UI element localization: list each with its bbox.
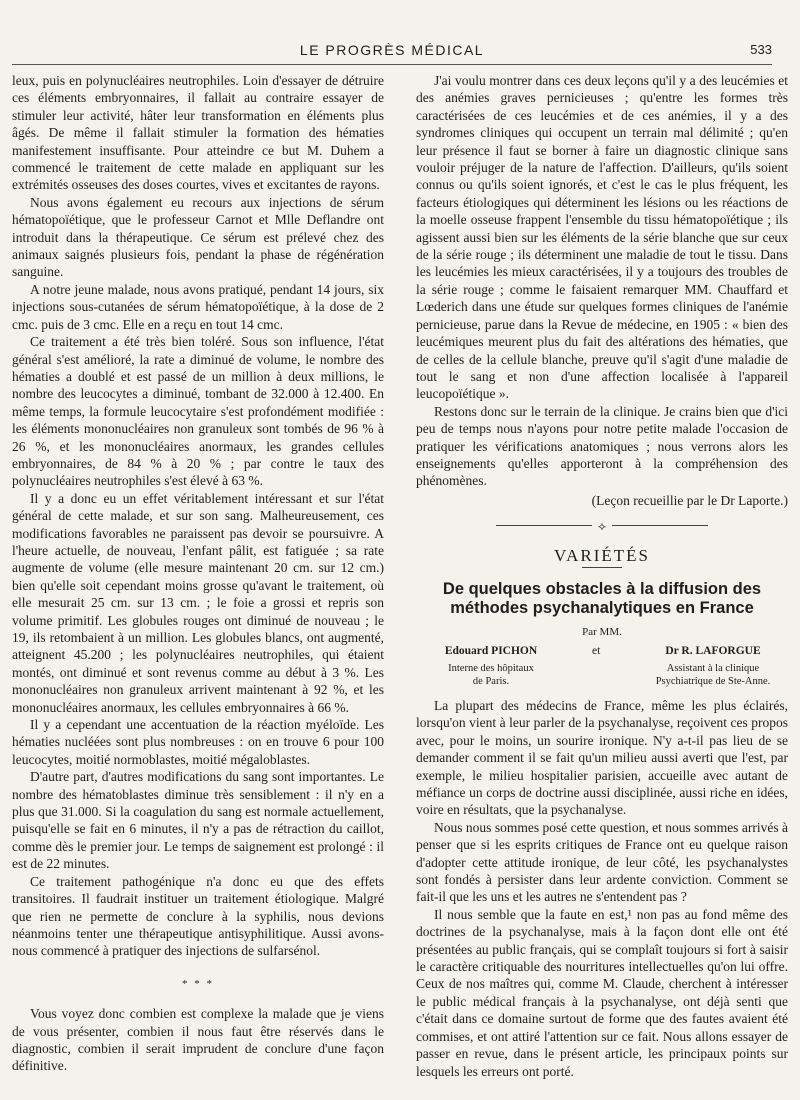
- page-number: 533: [750, 42, 772, 57]
- section-divider: [416, 513, 788, 539]
- paragraph: Vous voyez donc combien est complexe la malade que je viens de vous présenter, combien il nous faut être réservés dans le diagnostic, combien il serait imprudent de conclure d'une façon définitive.: [12, 1006, 384, 1074]
- paragraph: La plupart des médecins de France, même les plus éclairés, lorsqu'on vient à leur parler de la psychanalyse, reçoivent ces propos avec, pour le moins, un sourire ironique. N'y a-t-il pas lieu de se demander comment il se fait qu'un milieu aussi averti que l'est, par exemple, le milieu hospitalier parisien, accueille avec autant de méfiance un corps de doctrine aussi disciplinée, aussi riche en idées, voire en résultats, que la psychanalyse.: [416, 697, 788, 818]
- conjunction: et: [592, 644, 601, 657]
- byline-intro: Par MM.: [582, 625, 622, 638]
- left-column: [12, 72, 384, 1075]
- journal-title: LE PROGRÈS MÉDICAL: [299, 42, 485, 58]
- paragraph: Nous nous sommes posé cette question, et nous sommes arrivés à penser que si les esprits critiques de France ont eu quelque raison d'adopter cette attitude ironique, de leur côté, les psychanalystes sont fondés à persister dans leur ardente conviction. Comment se fait-il que les uns et les autres ne s'entendent pas ?: [416, 819, 788, 905]
- ornament-icon: ⟡: [592, 518, 612, 535]
- section-heading: VARIÉTÉS: [554, 546, 650, 566]
- asterism: * * *: [182, 977, 214, 990]
- paragraph: Nous avons également eu recours aux injections de sérum hématopoïétique, que le professeur Carnot et Mlle Deflandre ont introduit dans la thérapeutique. Ce sérum est prélevé chez des animaux saignés plusieurs fois, pendant la phase de régénération sanguine.: [12, 194, 384, 280]
- citation: (Leçon recueillie par le Dr Laporte.): [591, 492, 788, 508]
- right-column: [416, 72, 788, 1080]
- section-rule: [582, 567, 622, 568]
- author-affiliation: Assistant à la clinique: [666, 662, 760, 674]
- running-header: [12, 40, 772, 65]
- author-affiliation: de Paris.: [472, 675, 510, 687]
- paragraph: Ce traitement a été très bien toléré. Sous son influence, l'état général s'est amélioré, la rate a diminué de volume, le nombre des hématies a doublé et est passé de un million à deux millions, le nombre des leucocytes a diminué, tombant de 32.000 à 12.400. En même temps, la formule leucocytaire s'est profondément modifiée : les éléments mononucléaires non granuleux sont tombés de 96 % à 26 %, et les mononucléaires anormaux, les grandes cellules embryonnaires, de 84 % à 20 % ; par contre le taux des polynucléaires neutrophiles s'est élevé à 63 %.: [12, 334, 384, 489]
- authors-block: [416, 645, 788, 697]
- author-affiliation: Psychiatrique de Ste-Anne.: [655, 675, 771, 687]
- paragraph: Ce traitement pathogénique n'a donc eu que des effets transitoires. Il faudrait instituer un traitement étiologique. Malgré que rien ne permette de conclure à la syphilis, nous devions néanmoins tenter une thérapeutique antisyphilitique. Aussi avons-nous commencé à pratiquer des injections de sulfarsénol.: [12, 873, 384, 959]
- paragraph: J'ai voulu montrer dans ces deux leçons qu'il y a des leucémies et des anémies graves pernicieuses ; qu'entre les formes très caractérisées de ces leucémies et de ces anémies, il y a des syndromes cliniques qui occupent un terrain mal délimité ; qu'en leur présence il faut se borner à faire un diagnostic clinique sans vouloir préjuger de la nature de l'affection. D'ailleurs, qu'ils soient connus ou qu'ils soient ignorés, et c'est le cas le plus fréquent, les facteurs étiologiques qui déterminent les lésions ou les réactions de la moelle osseuse frappent l'ensemble du tissu hématopoïétique ; ils agissent aussi bien sur les éléments de la série blanche que sur ceux de la série rouge ; ils déterminent une maladie de tout le tissu. Dans les leucémies les mieux caractérisées, il y a toujours des troubles de la série rouge ; comme le faisaient remarquer MM. Chauffard et Lœderich dans une étude sur quelques formes cliniques de l'anémie pernicieuse, parue dans la Revue de médecine, en 1905 : « bien des leucémiques meurent plus du fait des altérations des hématies, que de celles de la cellule blanche, preuve qu'il s'agit d'une maladie de tout le sang et non d'une affection localisée à l'appareil leucopoïétique ».: [416, 73, 788, 402]
- author-2: [638, 645, 788, 688]
- article-title: De quelques obstacles à la diffusion des méthodes psychanalytiques en France: [442, 579, 762, 617]
- paragraph: A notre jeune malade, nous avons pratiqué, pendant 14 jours, six injections sous-cutanées de sérum hématopoïétique, à la dose de 2 cmc. puis de 3 cmc. Elle en a reçu en tout 14 cmc.: [12, 281, 384, 332]
- paragraph: Il y a cependant une accentuation de la réaction myéloïde. Les hématies nucléées sont plus nombreuses : on en trouve 6 pour 100 leucocytes, moitié normoblastes, moitié mégaloblastes.: [12, 717, 384, 767]
- paragraph: Il y a donc eu un effet véritablement intéressant et sur l'état général de cette malade, et sur son sang. Malheureusement, ces modifications favorables ne paraissent pas devoir se poursuivre. A l'heure actuelle, de nouveau, l'enfant pâlit, est fatiguée ; sa rate augmente de volume (elle mesure maintenant 20 cm. sur 12 cm.) bien qu'elle soit cependant moins grosse qu'avant le traitement, où elle mesurait 25 cm. sur 13 cm. ; le foie a grossi et repris son volume primitif. Les globules rouges ont diminué de nouveau ; le 19, ils retombaient à un million. Les globules blancs, ont augmenté, atteignent 45.200 ; les polynucléaires neutrophiles, qui étaient montés, ont diminué et sont revenus comme au début à 3 %. Les mononucléaires non granuleux arrivent maintenant à 92 %, et les mononucléaires anormaux, les cellules embryonnaires à 66 %.: [12, 490, 384, 715]
- paragraph: leux, puis en polynucléaires neutrophiles. Loin d'essayer de détruire ces éléments embryonnaires, il fallait au contraire essayer de stimuler leur activité, hâter leur transformation en éléments plus âgés. De même il fallait stimuler la formation des hématies manifestement insuffisante. Pour atteindre ce but M. Duhem a commencé le traitement de cette malade en appliquant sur les extrémités osseuses des doses courtes, vives et excitantes de rayons.: [12, 73, 384, 193]
- author-name: Edouard PICHON: [444, 644, 538, 657]
- paragraph: Il nous semble que la faute en est,¹ non pas au fond même des doctrines de la psychanalyse, mais à la façon dont elle ont été présentées au public français, qui se complaît toujours si fort à saisir le caractère critiquable des nourritures intellectuelles qu'on lui offre. Ceux de nos maîtres qui, comme M. Claude, cherchent à intéresser le public médical français à la psychanalyse, ont déjà senti que c'était dans ce domaine surtout de forme que des fautes avaient été commises, et ont attiré l'attention sur ce fait. Nous allons essayer de passer en revue, dans le présent article, les principaux points sur lesquels les erreurs ont porté.: [416, 906, 788, 1079]
- paragraph: Restons donc sur le terrain de la clinique. Je crains bien que d'ici peu de temps nous n'ayons pour notre petite malade l'occasion de pratiquer les vérifications anatomiques ; nous verrons alors les enseignements qu'elles apporteront à la compréhension des phénomènes.: [416, 403, 788, 489]
- paragraph: D'autre part, d'autres modifications du sang sont importantes. Le nombre des hématoblastes diminue très sensiblement : il n'y en a plus que 31.000. Si la coagulation du sang est normale actuellement, puisqu'elle se fait en 6 minutes, il n'y a pas de rétraction du caillot, comme dès le premier jour. Le temps de saignement est prolongé : il est de 22 minutes.: [12, 769, 384, 872]
- author-name: Dr R. LAFORGUE: [665, 644, 761, 657]
- author-affiliation: Interne des hôpitaux: [448, 662, 534, 674]
- author-1: [416, 645, 566, 688]
